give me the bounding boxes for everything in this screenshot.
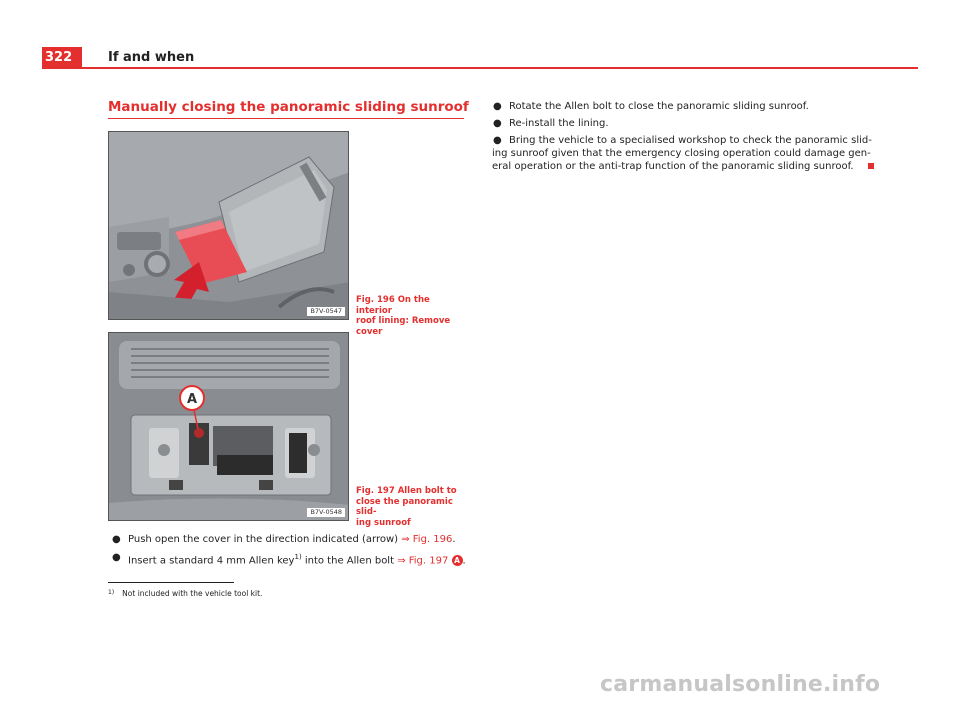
section-rule bbox=[108, 118, 464, 119]
bullet-dot: ● bbox=[112, 534, 121, 545]
bullet-dot: ● bbox=[493, 101, 502, 112]
footnote-rule bbox=[108, 582, 234, 583]
section-end-marker bbox=[868, 163, 874, 169]
header-rule bbox=[42, 67, 918, 69]
bullet-workshop-line3: eral operation or the anti-trap function of the panoramic sliding sunroof. bbox=[492, 161, 854, 172]
figure-197-code: B7V-0548 bbox=[307, 508, 345, 517]
figure-196-caption bbox=[356, 295, 468, 337]
figure-196-image bbox=[108, 131, 349, 320]
bullet-reinstall-text: Re-install the lining. bbox=[509, 118, 609, 129]
bullet-push-cover bbox=[112, 533, 472, 546]
figure-196-illustration bbox=[109, 132, 349, 320]
callout-a-badge: A bbox=[452, 555, 463, 566]
figure-197-caption-line2: close the panoramic slid- bbox=[356, 496, 453, 517]
figure-196-code: B7V-0547 bbox=[307, 307, 345, 316]
bullet-reinstall bbox=[493, 117, 873, 130]
figure-197-caption-line1: Fig. 197 Allen bolt to bbox=[356, 486, 457, 496]
bullet-dot: ● bbox=[112, 552, 121, 563]
bullet-dot: ● bbox=[493, 118, 502, 129]
bullet-insert-key-end: . bbox=[462, 555, 466, 567]
fig-197-link[interactable]: ⇒ Fig. 197 bbox=[397, 555, 449, 567]
running-title: If and when bbox=[108, 50, 195, 65]
footnote-text: Not included with the vehicle tool kit. bbox=[122, 589, 263, 598]
footnote-ref[interactable]: 1) bbox=[294, 553, 302, 561]
footnote-mark: 1) bbox=[108, 589, 115, 596]
bullet-insert-key-mid: into the Allen bolt bbox=[301, 555, 398, 567]
footnote bbox=[108, 589, 262, 598]
bullet-push-cover-text: Push open the cover in the direction indicated (arrow) bbox=[128, 534, 402, 545]
figure-197-image bbox=[108, 332, 349, 521]
figure-196-caption-line2: roof lining: Remove cover bbox=[356, 316, 451, 337]
figure-197-callout: A bbox=[186, 392, 198, 407]
bullet-insert-key-text: Insert a standard 4 mm Allen key bbox=[128, 555, 295, 567]
figure-197-caption bbox=[356, 486, 468, 528]
bullet-workshop-line2: ing sunroof given that the emergency closing operation could damage gen- bbox=[492, 148, 871, 159]
figure-197-illustration bbox=[109, 333, 349, 521]
bullet-insert-key bbox=[112, 551, 472, 567]
figure-197-caption-line3: ing sunroof bbox=[356, 517, 411, 528]
bullet-rotate-bolt bbox=[493, 100, 873, 113]
bullet-dot: ● bbox=[493, 135, 502, 146]
figure-196-caption-line1: Fig. 196 On the interior bbox=[356, 295, 430, 316]
bullet-workshop-line1: Bring the vehicle to a specialised workshop to check the panoramic slid- bbox=[509, 135, 872, 146]
section-title: Manually closing the panoramic sliding sunroof bbox=[108, 99, 469, 115]
bullet-push-cover-end: . bbox=[452, 534, 456, 545]
bullet-workshop bbox=[493, 134, 883, 173]
watermark: carmanualsonline.info bbox=[600, 672, 881, 697]
bullet-rotate-bolt-text: Rotate the Allen bolt to close the panoramic sliding sunroof. bbox=[509, 101, 809, 112]
fig-196-link[interactable]: ⇒ Fig. 196 bbox=[401, 534, 453, 545]
page-number: 322 bbox=[42, 47, 82, 68]
